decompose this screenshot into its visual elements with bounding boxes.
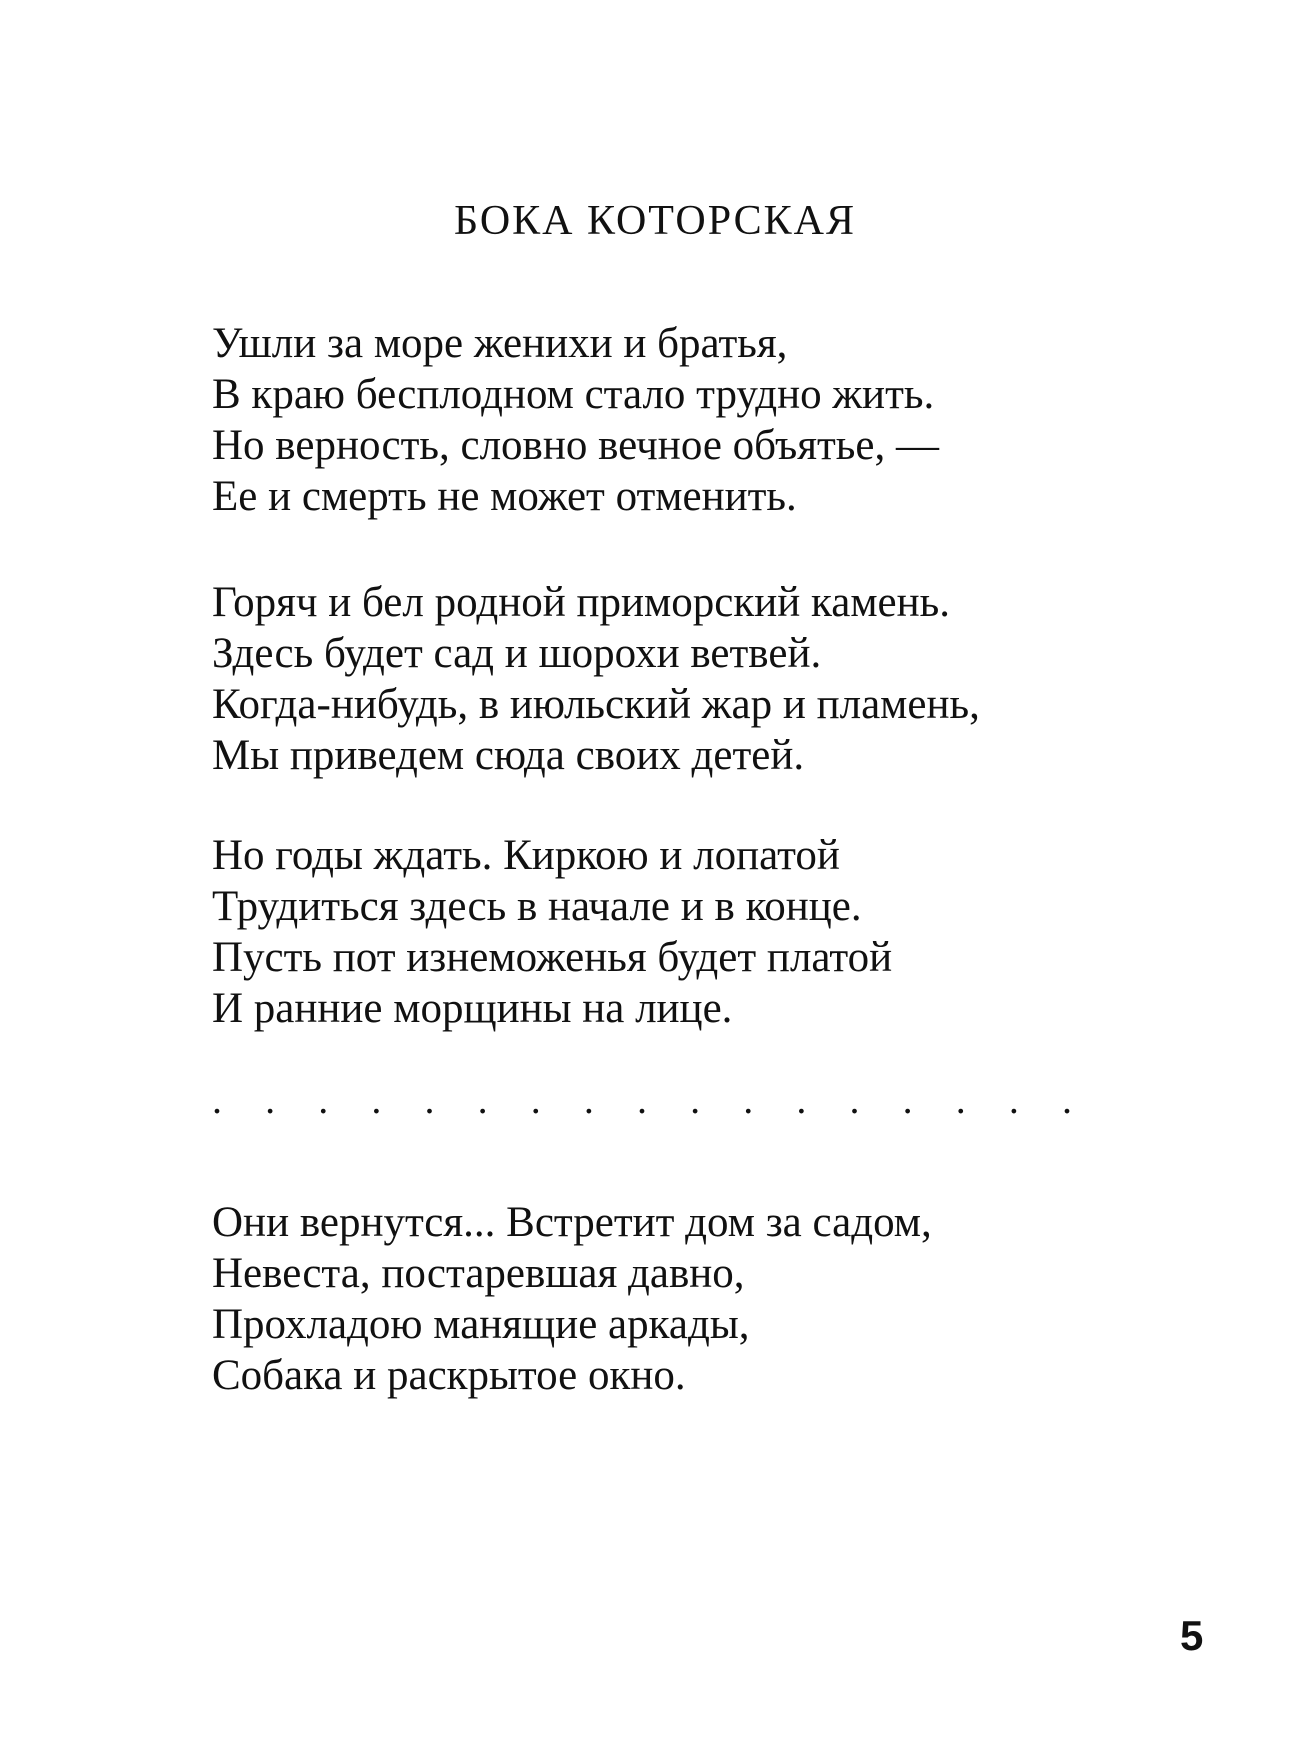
poem-line: Трудиться здесь в начале и в конце.	[212, 883, 862, 930]
separator-dot: .	[265, 1077, 276, 1122]
separator-dot: .	[1062, 1077, 1072, 1122]
poem-title: БОКА КОТОРСКАЯ	[454, 198, 856, 244]
separator-dot: .	[902, 1077, 913, 1122]
separator-dot: .	[212, 1077, 222, 1122]
separator-dot: .	[1008, 1077, 1019, 1122]
poem-line: Невеста, постаревшая давно,	[212, 1250, 745, 1297]
poem-line: Когда-нибудь, в июльский жар и пламень,	[212, 681, 980, 728]
stanza-3	[212, 830, 1212, 1034]
page-number: 5	[1180, 1612, 1204, 1659]
poem-line: Они вернутся... Встретит дом за садом,	[212, 1199, 932, 1246]
poem-line: Пусть пот изнеможенья будет платой	[212, 934, 893, 981]
poem-line: Ее и смерть не может отменить.	[212, 473, 797, 520]
separator-dot: .	[318, 1077, 329, 1122]
stanza-separator	[212, 1077, 1072, 1122]
stanza-2	[212, 577, 1212, 781]
separator-dot: .	[796, 1077, 807, 1122]
poem-line: Мы приведем сюда своих детей.	[212, 732, 805, 779]
separator-dot: .	[583, 1077, 594, 1122]
poem-line: И ранние морщины на лице.	[212, 985, 733, 1032]
separator-dot: .	[371, 1077, 382, 1122]
poem-line: Ушли за море женихи и братья,	[212, 320, 788, 367]
poem-line: Прохладою манящие аркады,	[212, 1301, 750, 1348]
stanza-1	[212, 318, 1212, 522]
separator-dot: .	[955, 1077, 966, 1122]
poem-line: Горяч и бел родной приморский камень.	[212, 579, 950, 626]
separator-dot: .	[849, 1077, 860, 1122]
separator-dot: .	[690, 1077, 701, 1122]
separator-dot: .	[743, 1077, 754, 1122]
separator-dot: .	[424, 1077, 435, 1122]
separator-dot: .	[530, 1077, 541, 1122]
poem-line: Здесь будет сад и шорохи ветвей.	[212, 630, 822, 677]
poem-line: В краю бесплодном стало трудно жить.	[212, 371, 935, 418]
separator-dot: .	[637, 1077, 647, 1122]
poem-line: Собака и раскрытое окно.	[212, 1352, 686, 1399]
separator-dot: .	[477, 1077, 488, 1122]
stanza-4	[212, 1197, 1212, 1401]
poem-line: Но верность, словно вечное объятье, —	[212, 422, 939, 469]
poem-line: Но годы ждать. Киркою и лопатой	[212, 832, 840, 879]
